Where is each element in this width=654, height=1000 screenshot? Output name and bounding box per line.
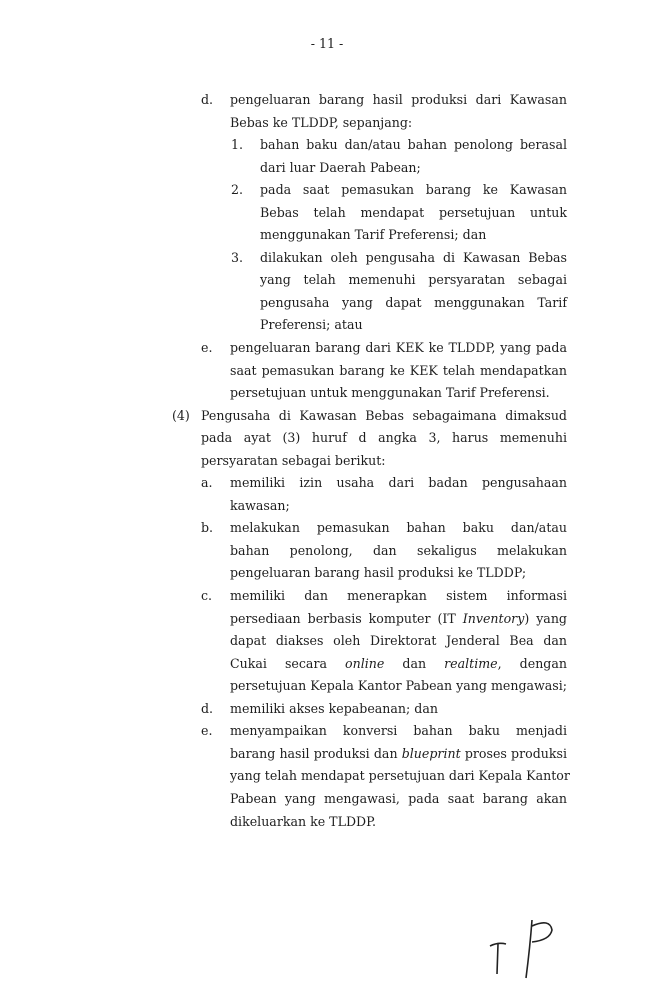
list-item [0, 472, 654, 517]
text-line: dari luar Daerah Pabean; [260, 159, 421, 175]
list-marker: 1. [231, 137, 244, 153]
list-marker: 2. [231, 182, 244, 198]
list-marker: a. [201, 475, 213, 491]
text-line: pengusaha yang dapat menggunakan Tarif [260, 294, 567, 310]
text-line: kawasan; [230, 497, 290, 513]
list-marker: c. [201, 588, 213, 604]
list-item [0, 337, 654, 405]
text-line: persyaratan sebagai berikut: [201, 452, 386, 468]
text-line: dapat diakses oleh Direktorat Jenderal Bea dan [230, 633, 567, 649]
text-line: persediaan berbasis komputer (IT Inventory) yang [230, 610, 567, 626]
page-number: - 11 - [310, 36, 344, 51]
list-marker: d. [201, 700, 214, 716]
text-line: pengeluaran barang hasil produksi dari Kawasan [230, 92, 567, 107]
text-line: menggunakan Tarif Preferensi; dan [260, 227, 487, 243]
document-body [0, 89, 654, 833]
text-line: yang telah mendapat persetujuan dari Kepala Kantor [230, 768, 570, 784]
text-line: barang hasil produksi dan blueprint proses produksi [230, 745, 567, 761]
text-line: bahan penolong, dan sekaligus melakukan [230, 542, 567, 558]
text-line: Cukai secara online dan realtime, dengan [230, 655, 567, 671]
text-line: menyampaikan konversi bahan baku menjadi [230, 723, 567, 739]
text-line: saat pemasukan barang ke KEK telah mendapatkan [230, 362, 567, 378]
list-marker: b. [201, 520, 214, 536]
text-line: bahan baku dan/atau bahan penolong berasal [260, 137, 567, 153]
text-line: pada ayat (3) huruf d angka 3, harus memenuhi [201, 430, 567, 446]
list-item [0, 247, 654, 337]
text-line: yang telah memenuhi persyaratan sebagai [260, 272, 567, 288]
list-marker: e. [201, 723, 213, 739]
text-line: pengeluaran barang hasil produksi ke TLDDP; [230, 565, 527, 581]
list-marker: (4) [172, 407, 190, 423]
text-line: pada saat pemasukan barang ke Kawasan [260, 182, 567, 198]
list-item [0, 89, 654, 134]
text-line: Bebas telah mendapat persetujuan untuk [260, 204, 567, 220]
text-line: Pengusaha di Kawasan Bebas sebagaimana dimaksud [201, 407, 567, 423]
list-item [0, 585, 654, 698]
text-line: Bebas ke TLDDP, sepanjang: [230, 114, 413, 130]
list-item [0, 698, 654, 721]
text-line: melakukan pemasukan bahan baku dan/atau [230, 520, 567, 536]
text-line: pengeluaran barang dari KEK ke TLDDP, yang pada [230, 340, 567, 356]
text-line: persetujuan untuk menggunakan Tarif Preferensi. [230, 385, 550, 401]
text-line: persetujuan Kepala Kantor Pabean yang mengawasi; [230, 678, 568, 694]
list-item [0, 179, 654, 247]
list-marker: 3. [231, 249, 244, 265]
initials-signature [480, 912, 570, 982]
text-line: memiliki akses kepabeanan; dan [230, 700, 438, 716]
text-line: Preferensi; atau [260, 317, 363, 333]
list-item [0, 720, 654, 833]
list-item [0, 405, 654, 473]
text-line: dikeluarkan ke TLDDP. [230, 813, 377, 829]
list-marker: d. [201, 92, 214, 107]
text-line: memiliki dan menerapkan sistem informasi [230, 588, 567, 604]
list-item [0, 517, 654, 585]
text-line: memiliki izin usaha dari badan pengusahaan [230, 475, 567, 491]
text-line: Pabean yang mengawasi, pada saat barang akan [230, 790, 567, 806]
list-item [0, 134, 654, 179]
text-line: dilakukan oleh pengusaha di Kawasan Bebas [260, 249, 567, 265]
list-marker: e. [201, 340, 213, 356]
